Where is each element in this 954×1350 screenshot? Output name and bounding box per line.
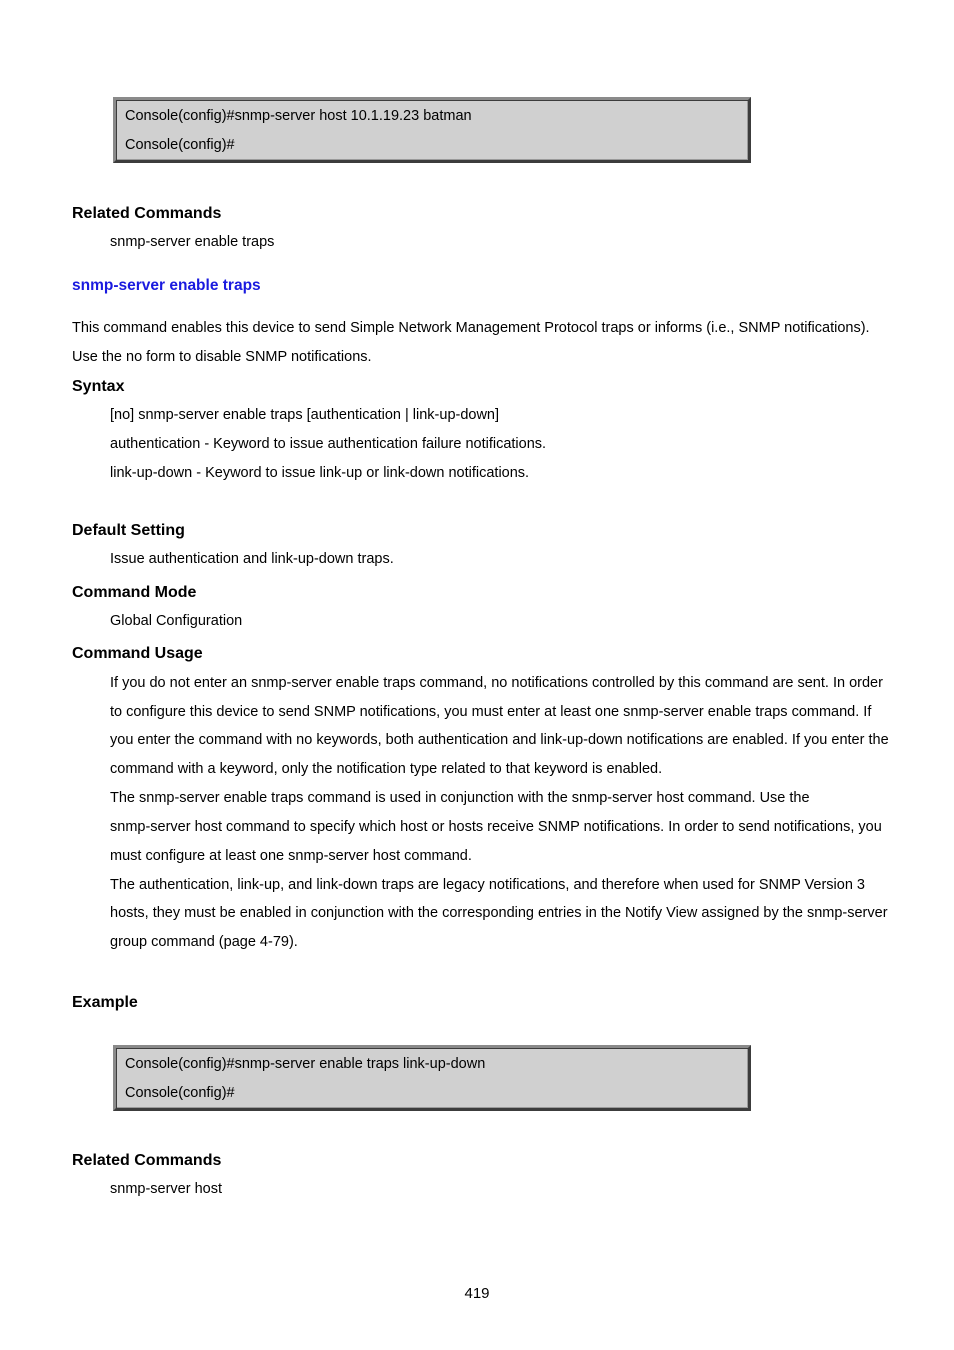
usage-line: If you do not enter an snmp-server enable traps command, no notifications controlled by this command are sent. In order: [110, 675, 883, 691]
usage-line: snmp-server host command to specify which host or hosts receive SNMP notifications. In order to send notifications, you: [110, 819, 882, 835]
syntax-line: link-up-down - Keyword to issue link-up or link-down notifications.: [110, 465, 530, 481]
page-number: 419: [464, 1285, 490, 1302]
related-commands-heading: Related Commands: [72, 1152, 222, 1169]
command-mode-heading: Command Mode: [72, 584, 197, 601]
console-line: Console(config)#: [125, 137, 235, 153]
console-line: Console(config)#: [125, 1085, 235, 1101]
command-mode-text: Global Configuration: [110, 613, 243, 629]
console-line: Console(config)#snmp-server enable traps link-up-down: [125, 1056, 486, 1072]
command-title: snmp-server enable traps: [72, 277, 261, 294]
syntax-line: authentication - Keyword to issue authentication failure notifications.: [110, 436, 547, 452]
syntax-heading: Syntax: [72, 378, 125, 395]
usage-line: hosts, they must be enabled in conjunction with the corresponding entries in the Notify View assigned by the snmp-server: [110, 905, 888, 921]
console-example-box: [113, 97, 751, 163]
default-setting-heading: Default Setting: [72, 522, 185, 539]
console-example-box: [113, 1045, 751, 1111]
intro-line: Use the no form to disable SNMP notifications.: [72, 349, 372, 365]
related-command-item: snmp-server enable traps: [110, 234, 275, 250]
usage-line: you enter the command with no keywords, both authentication and link-up-down notifications are enabled. If you enter the: [110, 732, 889, 748]
console-line: Console(config)#snmp-server host 10.1.19.23 batman: [125, 108, 472, 124]
syntax-line: [no] snmp-server enable traps [authentication | link-up-down]: [110, 407, 500, 423]
related-command-item: snmp-server host: [110, 1181, 223, 1197]
usage-line: The authentication, link-up, and link-down traps are legacy notifications, and therefore when used for SNMP Version 3: [110, 877, 865, 893]
example-heading: Example: [72, 994, 138, 1011]
usage-line: to configure this device to send SNMP notifications, you must enter at least one snmp-server enable traps command. If: [110, 704, 872, 720]
related-commands-heading: Related Commands: [72, 205, 222, 222]
intro-line: This command enables this device to send Simple Network Management Protocol traps or informs (i.e., SNMP notifications).: [72, 320, 870, 336]
usage-line: must configure at least one snmp-server host command.: [110, 848, 472, 864]
usage-line: command with a keyword, only the notification type related to that keyword is enabled.: [110, 761, 663, 777]
usage-line: The snmp-server enable traps command is used in conjunction with the snmp-server host command. Use the: [110, 790, 810, 806]
default-setting-text: Issue authentication and link-up-down traps.: [110, 551, 394, 567]
command-usage-heading: Command Usage: [72, 645, 203, 662]
usage-line: group command (page 4-79).: [110, 934, 298, 950]
